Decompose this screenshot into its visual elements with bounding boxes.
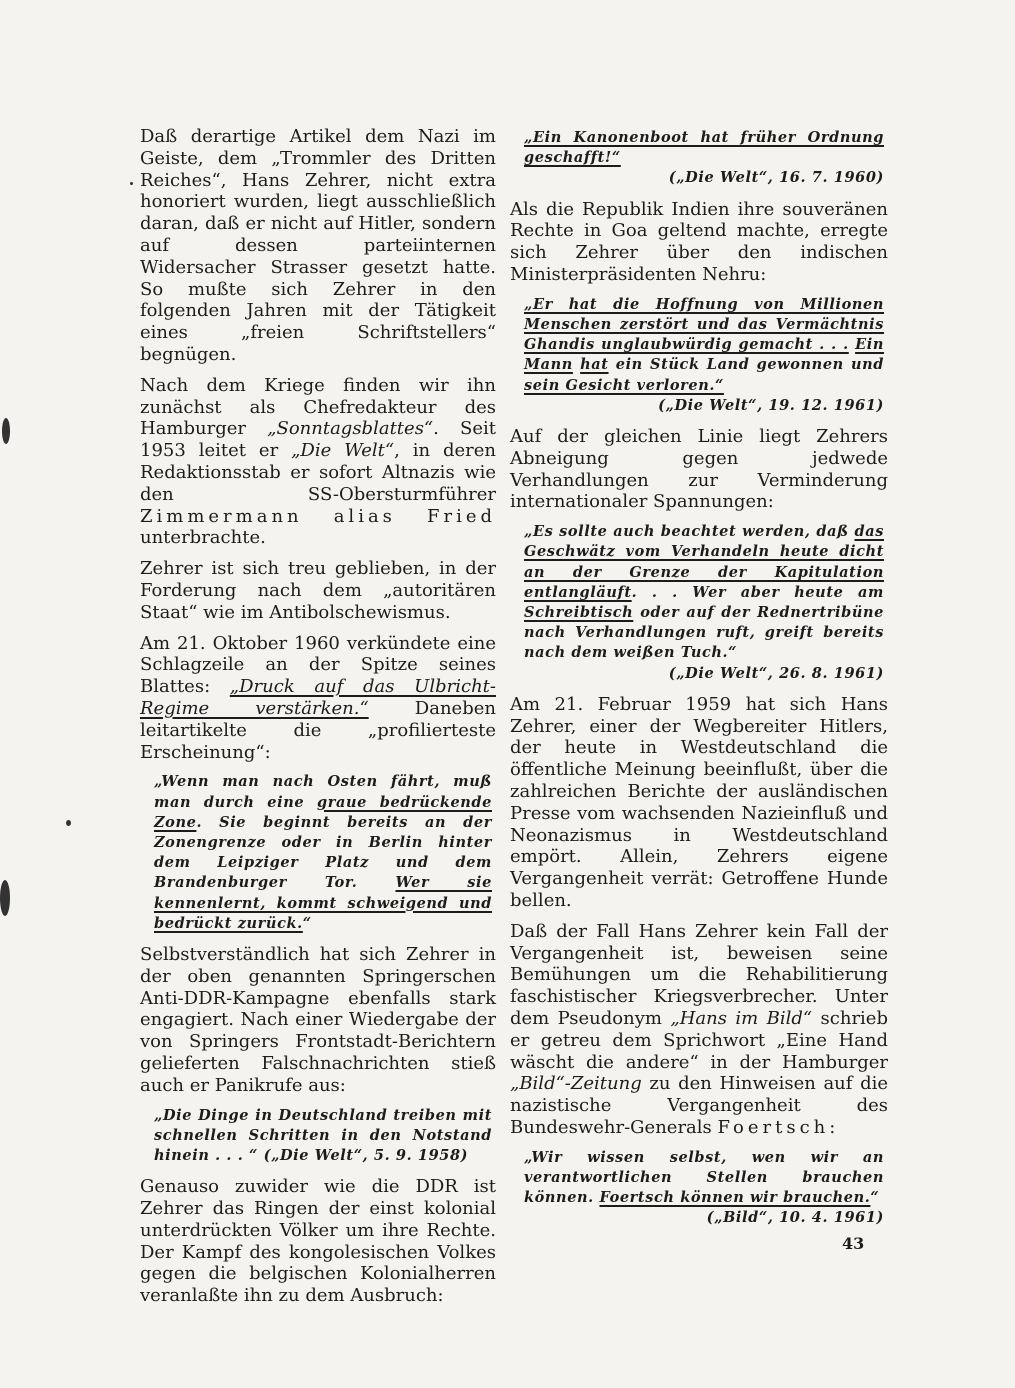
paragraph-text: schrieb er getreu dem Sprichwort „Eine Hand wäscht die andere“ in der Hamburger <box>510 1007 888 1073</box>
quote-text: „Wenn man nach Osten fährt, muß man durch eine <box>154 773 492 811</box>
paragraph <box>510 694 888 912</box>
paragraph-text: zu den Hinweisen auf die nazistische Vergangenheit des Bundeswehr-Generals <box>510 1073 888 1138</box>
paragraph-text: Genauso zuwider wie die DDR ist Zehrer das Ringen der einst kolonial unterdrückten Völker um ihre Rechte. Der Kampf des kongolesischen Volkes gegen die belgischen Kolonialherren veranlaßte ihn zu dem Ausbruch: <box>140 1176 496 1307</box>
quote-source: („Die Welt“, 16. 7. 1960) <box>668 169 884 187</box>
paragraph-text: Am 21. Oktober 1960 verkündete eine Schlagzeile an der Spitze seines Blattes: <box>140 632 496 698</box>
underlined-quote: „Ein Kanonenboot hat früher Ordnung geschafft!“ <box>524 129 884 167</box>
underlined-quote: Wer sie kennenlernt, kommt schweigend und bedrückt zurück. <box>154 874 492 932</box>
block-quote <box>510 295 888 416</box>
quote-source: („Die Welt“, 5. 9. 1958) <box>263 1146 469 1164</box>
newspaper-title: „Bild“-Zeitung <box>510 1073 642 1095</box>
underlined-quote: Ein Mann <box>524 336 884 374</box>
paragraph <box>140 375 496 549</box>
quote-text: „Es sollte auch beachtet werden, daß <box>524 523 849 541</box>
underlined-quote: „Er hat die Hoffnung von Millionen Menschen zerstört und das Vermächtnis Ghandis unglaubwürdig gemacht . . . <box>524 295 884 354</box>
underlined-quote: sein Gesicht verloren.“ <box>524 376 724 394</box>
paragraph-text: Daß der Fall Hans Zehrer kein Fall der Vergangenheit ist, beweisen seine Bemühungen um die Rehabilitierung faschistischer Kriegsverbrecher. Unter dem Pseudonym <box>510 920 888 1029</box>
quote-text: „Die Dinge in Deutschland treiben mit schnellen Schritten in den Notstand hinein . . . “ <box>154 1106 492 1164</box>
paragraph-text: Nach dem Kriege finden wir ihn zunächst als Chefredakteur des Hamburger <box>140 374 496 440</box>
paragraph <box>510 426 888 513</box>
paragraph-text: Auf der gleichen Linie liegt Zehrers Abneigung gegen jedwede Verhandlungen zur Verminderung internationaler Spannungen: <box>510 426 888 513</box>
scan-speck <box>0 880 10 916</box>
block-quote <box>510 128 888 189</box>
paragraph <box>140 126 496 366</box>
paragraph <box>140 944 496 1097</box>
quote-text: . . . Wer aber heute am <box>631 583 884 601</box>
page-number: 43 <box>842 1234 865 1253</box>
paragraph-text: Daß derartige Artikel dem Nazi im Geiste, dem „Trommler des Dritten Reiches“, Hans Zehrer, nicht extra honoriert wurden, liegt ausschließlich daran, daß er nicht auf Hitler, sondern auf dessen parteiinternen Widersacher Strasser gesetzt hatte. So mußte sich Zehrer in den folgenden Jahren mit der Tätigkeit eines „freien Schriftstellers“ begnügen. <box>140 126 496 365</box>
quote-source: („Die Welt“, 19. 12. 1961) <box>658 396 884 414</box>
paragraph-text: Daneben leitartikelte die „profilierteste Erscheinung“: <box>140 697 496 763</box>
scan-speck <box>2 418 10 444</box>
headline-quote: „Druck auf das Ulbricht-Regime verstärken.“ <box>140 676 496 719</box>
underlined-quote: Schreibtisch <box>524 604 634 622</box>
spaced-name: Zimmermann alias Fried <box>140 505 496 527</box>
scan-speck <box>130 182 133 185</box>
underlined-quote: das Geschwätz vom Verhandeln heute dicht an der Grenze der Kapitulation entlangläuft <box>524 523 884 601</box>
quote-source: („Bild“, 10. 4. 1961) <box>706 1209 884 1227</box>
paragraph <box>510 921 888 1139</box>
newspaper-title: „Sonntagsblattes“ <box>267 418 434 440</box>
paragraph <box>510 199 888 286</box>
quote-text: „Wir wissen selbst, wen wir an verantwortlichen Stellen brauchen können. <box>524 1148 884 1207</box>
quote-text: . Sie beginnt bereits an der Zonengrenze oder in Berlin hinter dem Leipziger Platz und dem Brandenburger Tor. <box>154 813 492 892</box>
paragraph-text: Als die Republik Indien ihre souveränen Rechte in Goa geltend machte, erregte sich Zehrer über den indischen Ministerpräsidenten Nehru: <box>510 198 888 285</box>
paragraph-text: Zehrer ist sich treu geblieben, in der Forderung nach dem „autoritären Staat“ wie im Antibolschewismus. <box>140 558 496 623</box>
paragraph-text: , in deren Redaktionsstab er sofort Altnazis wie den SS-Obersturmführer <box>140 440 497 505</box>
spaced-name: Foertsch <box>717 1116 830 1138</box>
block-quote <box>140 1106 496 1167</box>
paragraph <box>140 1176 496 1307</box>
pseudonym: „Hans im Bild“ <box>670 1007 813 1029</box>
block-quote <box>510 522 888 684</box>
paragraph-text: Selbstverständlich hat sich Zehrer in der oben genannten Springerschen Anti-DDR-Kampagne ebenfalls stark engagiert. Nach einer Wiedergabe der von Springers Frontstadt-Berichtern gelieferten Falschnachrichten stieß auch er Panikrufe aus: <box>140 943 496 1096</box>
paragraph-text: unterbrachte. <box>140 527 266 549</box>
block-quote <box>510 1148 888 1229</box>
underlined-quote: Foertsch können wir brauchen. <box>599 1189 871 1207</box>
quote-text: oder auf der Rednertribüne nach Verhandlungen ruft, greift bereits nach dem weißen Tuch.“ <box>524 604 884 662</box>
paragraph-text: . Seit 1953 leitet er <box>140 418 496 462</box>
newspaper-title: „Die Welt“ <box>291 440 395 462</box>
quote-text: “ <box>302 914 312 932</box>
block-quote <box>140 772 496 934</box>
paragraph-text: Am 21. Februar 1959 hat sich Hans Zehrer, einer der Wegbereiter Hitlers, der heute in Westdeutschland die öffentliche Meinung beeinflußt, über die zahlreichen Berichte der ausländischen Presse vom wachsenden Nazieinfluß und Neonazismus in Westdeutschland empört. Allein, Zehrers eigene Vergangenheit verrät: Getroffene Hunde bellen. <box>510 693 888 911</box>
underlined-quote: graue bedrückende Zone <box>154 793 493 831</box>
quote-text: ein Stück Land gewonnen und <box>615 356 884 374</box>
paragraph <box>140 558 496 623</box>
quote-text: “ <box>870 1189 880 1207</box>
paragraph <box>140 633 496 764</box>
scan-speck <box>66 820 71 826</box>
right-column <box>510 128 888 1239</box>
quote-source: („Die Welt“, 26. 8. 1961) <box>668 664 884 682</box>
paragraph-text: : <box>829 1116 836 1138</box>
left-column <box>140 126 496 1316</box>
underlined-quote: hat <box>580 356 609 374</box>
